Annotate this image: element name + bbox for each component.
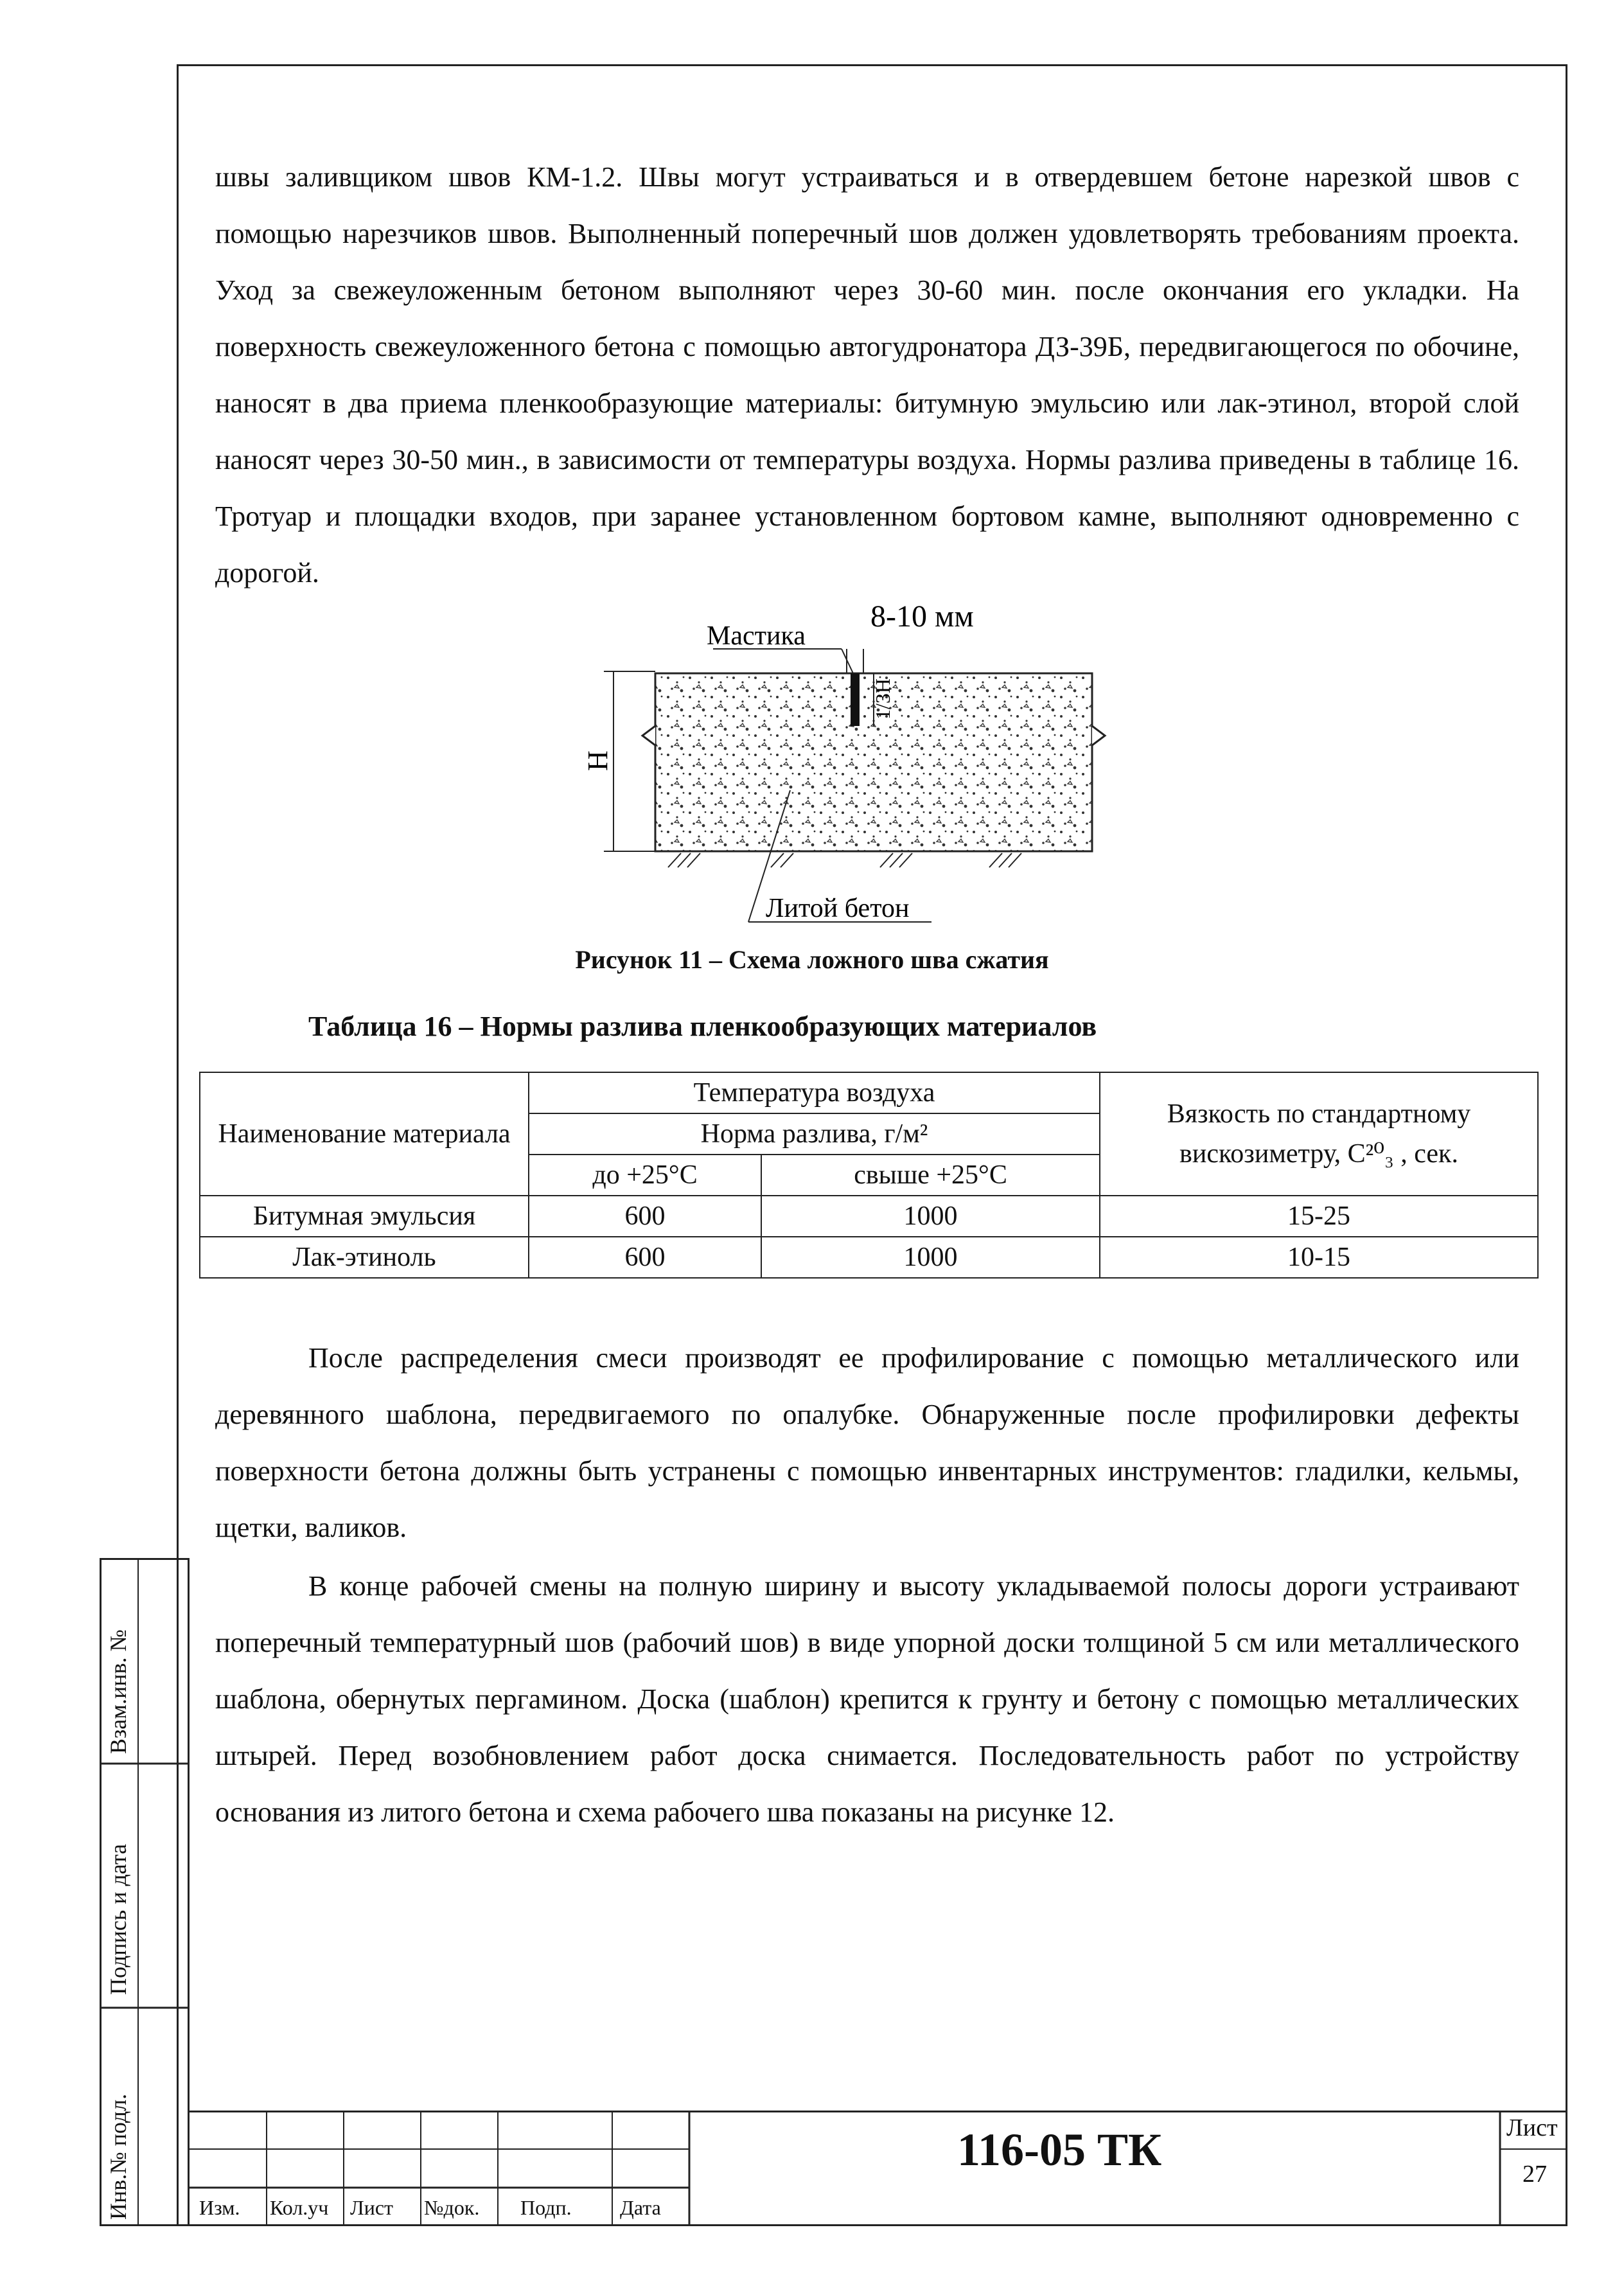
title-block <box>190 2111 1567 2226</box>
col-norm-header: Норма разлива, г/м² <box>529 1113 1100 1155</box>
row-above: 1000 <box>761 1237 1100 1278</box>
title-block-lines <box>190 2111 1567 2226</box>
table-title: Таблица 16 – Нормы разлива пленкообразующих материалов <box>308 1011 1097 1042</box>
row-visc: 15-25 <box>1100 1196 1538 1237</box>
stamp-data: Дата <box>620 2196 661 2219</box>
concrete-label: Литой бетон <box>766 894 910 923</box>
stamp-ndok: №док. <box>424 2196 480 2219</box>
col-name-header: Наименование материала <box>200 1072 529 1196</box>
table-row <box>200 1196 1538 1237</box>
document-code: 116-05 ТК <box>957 2124 1162 2175</box>
sheet-label: Лист <box>1506 2114 1558 2141</box>
height-label: H <box>582 750 613 771</box>
paragraph-1: швы заливщиком швов КМ-1.2. Швы могут устраиваться и в отвердевшем бетоне нарезкой швов с помощью нарезчиков швов. Выполненный поперечный шов должен удовлетворять требованиям проекта. Уход за свежеуложенным бетоном выполняют через 30-60 мин. после окончания его укладки. На поверхность свежеуложенного бетона с помощью автогудронатора ДЗ-39Б, передвигающегося по обочине, наносят в два приема пленкообразующие материалы: битумную эмульсию или лак-этинол, второй слой наносят через 30-50 мин., в зависимости от температуры воздуха. Нормы разлива приведены в таблице 16. Тротуар и площадки входов, при заранее установленном бортовом камне, выполняют одновременно с дорогой. <box>215 161 1519 589</box>
depth-label: 1/3H <box>871 678 894 720</box>
figure-caption: Рисунок 11 – Схема ложного шва сжатия <box>575 945 1049 974</box>
sheet-number: 27 <box>1522 2161 1547 2188</box>
podpis-label: Подпись и дата <box>105 1844 131 1995</box>
side-strip <box>100 1558 190 2226</box>
stamp-list: Лист <box>350 2196 394 2219</box>
paragraph-2: После распределения смеси производят ее профилирование с помощью металлического или деревянного шаблона, передвигаемого по опалубке. Обнаруженные после профилировки дефекты поверхности бетона должны быть устранены с помощью инвентарных инструментов: гладилки, кельмы, щетки, валиков. <box>215 1342 1519 1543</box>
gap-label: 8-10 мм <box>870 599 974 633</box>
table-row <box>200 1237 1538 1278</box>
figure-11 <box>578 598 1156 932</box>
row-above: 1000 <box>761 1196 1100 1237</box>
vzam-label: Взам.инв. № <box>105 1629 131 1754</box>
col-above-header: свыше +25°С <box>761 1155 1100 1196</box>
row-below: 600 <box>529 1237 761 1278</box>
mastic-label: Мастика <box>707 621 806 651</box>
col-temp-header: Температура воздуха <box>529 1072 1100 1113</box>
row-below: 600 <box>529 1196 761 1237</box>
stamp-kol: Кол.уч <box>270 2196 329 2219</box>
col-visc-header: Вязкость по стандартному вискозиметру, C²⁰₃ , сек. <box>1100 1072 1538 1196</box>
norms-table <box>199 1072 1539 1279</box>
col-below-header: до +25°С <box>529 1155 761 1196</box>
paragraph-3: В конце рабочей смены на полную ширину и высоту укладываемой полосы дороги устраивают поперечный температурный шов (рабочий шов) в виде упорной доски толщиной 5 см или металлического шаблона, обернутых пергамином. Доска (шаблон) крепится к грунту и бетону с помощью металлических штырей. Перед возобновлением работ доска снимается. Последовательность работ по устройству основания из литого бетона и схема рабочего шва показаны на рисунке 12. <box>215 1570 1519 1828</box>
row-name: Битумная эмульсия <box>200 1196 529 1237</box>
joint-diagram <box>578 598 1156 932</box>
stamp-izm: Изм. <box>199 2196 240 2219</box>
inv-label: Инв.№ подл. <box>105 2093 131 2220</box>
stamp-podp: Подп. <box>520 2196 572 2219</box>
row-visc: 10-15 <box>1100 1237 1538 1278</box>
row-name: Лак-этиноль <box>200 1237 529 1278</box>
